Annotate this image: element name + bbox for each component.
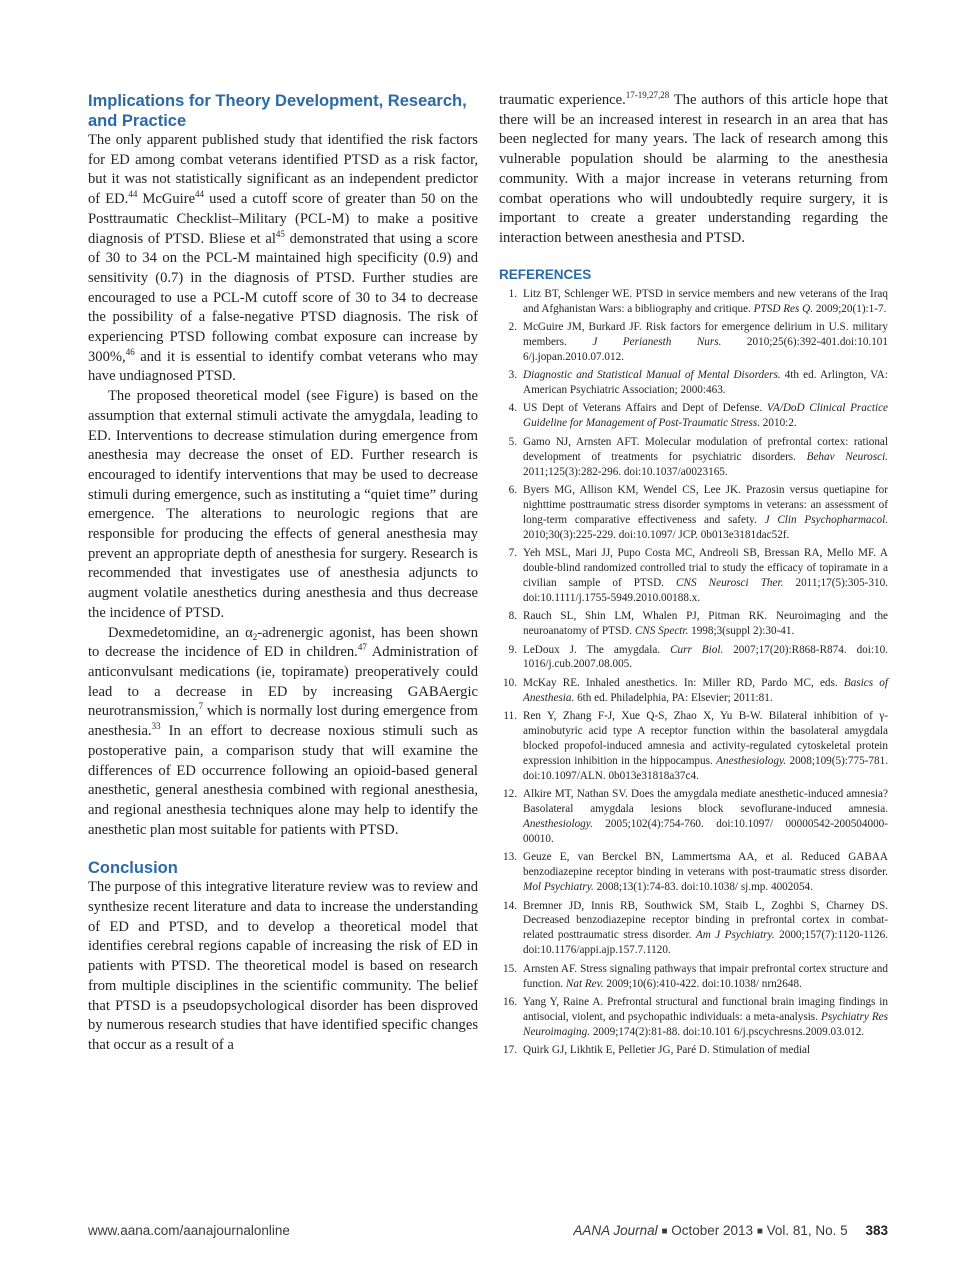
text-run: and it is essential to identify combat veterans who may have undiagnosed PTSD. <box>88 348 478 385</box>
footer-issue: October 2013 <box>671 1223 754 1238</box>
reference-item <box>499 787 888 847</box>
reference-text: Alkire MT, Nathan SV. Does the amygdala mediate anesthetic-induced amnesia? Basolateral amygdala lesions block sevoflurane-induced amnesia. <box>523 788 888 816</box>
reference-details: 2007;17(20):R868-R874. doi:10. 1016/j.cub.2007.08.005. <box>523 643 888 671</box>
paragraph-conclusion: The purpose of this integrative literature review was to review and synthesize recent literature and data to increase the understanding of ED and PTSD, and to develop a theoretical model that identifies cerebral regions capable of increasing the risk of ED in patients with PTSD. The theoretical model is based on research from multiple disciplines in the scientific community. The belief that PTSD is a pseudopsychological disorder has been disproved by numerous research studies that have identified specific changes that occur as a result of a <box>88 879 478 1053</box>
reference-source: CNS Spectr. <box>634 625 689 638</box>
text-run: Dexmedetomidine, an α <box>108 624 253 641</box>
reference-number: 14. <box>503 899 517 912</box>
paragraph-conclusion-continued <box>499 91 888 249</box>
reference-text: LeDoux J. The amygdala. <box>523 643 671 656</box>
citation-superscript: 47 <box>357 642 367 653</box>
reference-text: Geuze E, van Berckel BN, Lammertsma AA, et al. Reduced GABAA benzodiazepine receptor binding in veterans with post-traumatic stress disorder. <box>523 851 888 879</box>
reference-source: Anesthesiology. <box>523 818 593 831</box>
reference-item <box>499 850 888 895</box>
text-run: traumatic experience. <box>499 92 626 108</box>
reference-details: 2009;10(6):410-422. doi:10.1038/ nrn2648. <box>603 977 802 990</box>
section-heading-conclusion: Conclusion <box>88 859 178 878</box>
reference-item <box>499 709 888 784</box>
reference-text: Litz BT, Schlenger WE. PTSD in service members and new veterans of the Iraq and Afghanistan Wars: a bibliography and critique. <box>523 287 888 315</box>
footer-journal: AANA Journal <box>573 1223 658 1238</box>
reference-details: 2000;157(7):1120-1126. doi:10.1176/appi.ajp.157.7.1120. <box>523 929 889 957</box>
citation-superscript: 17-19,27,28 <box>625 90 670 100</box>
reference-number: 13. <box>503 851 517 864</box>
paragraph-dexmedetomidine <box>88 624 478 841</box>
reference-number: 9. <box>508 643 517 656</box>
reference-details: 4th ed. Arlington, VA: American Psychiatric Association; 2000:463. <box>523 369 888 397</box>
reference-item <box>499 368 888 398</box>
reference-number: 2. <box>508 320 517 333</box>
reference-text: US Dept of Veterans Affairs and Dept of Defense. <box>523 402 767 415</box>
reference-text: Yang Y, Raine A. Prefrontal structural and functional brain imaging findings in antisocial, violent, and psychopathic individuals: a meta-analysis. <box>523 996 888 1023</box>
reference-number: 15. <box>503 962 517 975</box>
reference-number: 1. <box>508 287 517 300</box>
citation-superscript: 7 <box>198 701 204 712</box>
reference-details: 2008;13(1):74-83. doi:10.1038/ sj.mp. 4002054. <box>593 881 813 894</box>
reference-item <box>499 401 888 431</box>
reference-item <box>499 609 888 639</box>
text-run: The authors of this article hope that there will be an increased interest in research in an area that has been neglected for many years. The lack of research among this vulnerable population should be alarming to the anesthesia community. With a major increase in veterans returning from combat operations who will undoubtedly require surgery, it is important to create a greater understanding regarding the interaction between anesthesia and PTSD. <box>499 92 888 246</box>
reference-item <box>499 995 888 1040</box>
reference-source: Nat Rev. <box>565 977 604 990</box>
reference-item <box>499 546 888 606</box>
reference-details: 6th ed. Philadelphia, PA: Elsevier; 2011:81. <box>574 691 773 704</box>
reference-source: Psychiatry Res Neuroimaging. <box>523 1010 889 1038</box>
reference-number: 16. <box>503 996 517 1008</box>
reference-details: 2009;174(2):81-88. doi:10.101 6/j.pscychresns.2009.03.012. <box>590 1025 865 1038</box>
references-list <box>499 287 888 1059</box>
reference-item <box>499 962 888 992</box>
reference-number: 12. <box>503 788 517 801</box>
text-run: McGuire <box>137 191 196 208</box>
reference-details: 2010;30(3):225-229. doi:10.1097/ JCP. 0b013e3181dac52f. <box>523 528 790 541</box>
reference-item <box>499 1043 888 1058</box>
reference-item <box>499 483 888 543</box>
reference-number: 17. <box>503 1044 517 1057</box>
reference-source: VA/DoD Clinical Practice Guideline for Management of Post-Traumatic Stress. <box>523 402 888 430</box>
citation-superscript: 44 <box>128 189 138 200</box>
reference-text: Yeh MSL, Mari JJ, Pupo Costa MC, Andreoli SB, Bressan RA, Mello MF. A double-blind randomized controlled trial to study the efficacy of topiramate in a civilian sample of PTSD. <box>523 547 888 589</box>
reference-text: Bremner JD, Innis RB, Southwick SM, Staib L, Zoghbi S, Charney DS. Decreased benzodiazepine receptor binding in prefrontal cortex in combat-related posttraumatic stress disorder. <box>523 899 888 942</box>
reference-details: 2010:2. <box>760 417 797 430</box>
text-run: Administration of anticonvulsant medications (ie, topiramate) preoperatively could lead to a decrease in ED by increasing GABAergic neurotransmission, <box>88 644 478 720</box>
text-run: The only apparent published study that identified the risk factors for ED among combat veterans identified PTSD as a risk factor, but it was not statistically significant as an independent predictor of ED. <box>88 132 478 208</box>
citation-superscript: 44 <box>195 189 205 200</box>
text-run: -adrenergic agonist, has been shown to decrease the incidence of ED in children. <box>88 624 478 661</box>
citation-superscript: 33 <box>151 721 161 732</box>
reference-text: Arnsten AF. Stress signaling pathways that impair prefrontal cortex structure and function. <box>523 962 888 990</box>
reference-source: CNS Neurosci Ther. <box>676 576 784 589</box>
subscript: 2 <box>252 631 258 642</box>
reference-item <box>499 899 888 959</box>
reference-item <box>499 287 888 317</box>
reference-details: 2009;20(1):1-7. <box>813 302 887 315</box>
text-run: which is normally lost during emergence from anesthesia. <box>88 703 478 740</box>
reference-source: Curr Biol. <box>670 643 724 656</box>
right-column <box>499 91 888 1062</box>
reference-source: J Clin Psychopharmacol. <box>764 513 888 526</box>
reference-text: Ren Y, Zhang F-J, Xue Q-S, Zhao X, Yu B-W. Bilateral inhibition of γ-aminobutyric acid type A receptor function within the basolateral amygdala blocked propofol-induced amnesia and activity-regulated cytoskeletal protein expression inhibition in the hippocampus. <box>523 710 888 767</box>
reference-details: 2008;109(5):775-781. doi:10.1097/ALN. 0b013e31818a37c4. <box>523 754 888 782</box>
reference-item <box>499 643 888 673</box>
reference-item <box>499 676 888 706</box>
reference-source: Am J Psychiatry. <box>695 929 775 942</box>
footer-separator: ■ <box>661 1226 668 1237</box>
reference-number: 11. <box>503 710 517 723</box>
reference-text: Rauch SL, Shin LM, Whalen PJ, Pitman RK. Neuroimaging and the neuroanatomy of PTSD. <box>523 610 888 638</box>
reference-item <box>499 435 888 480</box>
reference-source: Anesthesiology. <box>716 754 787 767</box>
left-column <box>88 91 478 1056</box>
footer-separator: ■ <box>756 1226 763 1237</box>
reference-source: J Perianesth Nurs. <box>592 335 722 348</box>
reference-number: 5. <box>508 435 517 448</box>
page-number: 383 <box>865 1223 888 1238</box>
paragraph-theoretical-model: The proposed theoretical model (see Figure) is based on the assumption that external stimuli activate the amygdala, leading to ED. Interventions to decrease stimulation during emergence from anesthesia may decrease the onset of ED. Further research is encouraged to identify interventions that may be used to decrease stimuli during emergence, such as instituting a “quiet time” during emergence. The alterations to neurologic regions that are responsible for producing the effects of general anesthesia may prevent an appropriate depth of anesthesia for surgery. Research is recommended that investigates use of anesthesia adjuncts to augment volatile anesthetics during anesthesia and thus decrease the incidence of PTSD. <box>88 388 478 621</box>
reference-text: Gamo NJ, Arnsten AFT. Molecular modulation of prefrontal cortex: rational development of treatments for psychiatric disorders. <box>523 435 888 463</box>
reference-source: Diagnostic and Statistical Manual of Mental Disorders. <box>523 369 781 382</box>
text-run: demonstrated that using a score of 30 to 34 on the PCL-M maintained high specificity (0.9) and sensitivity (0.7) in the diagnosis of PTSD. Further studies are encouraged to use a PCL-M cutoff score of 30 to 34 to decrease the possibility of a false-negative PTSD diagnosis. The risk of experiencing PTSD following combat exposure can increase by 300%, <box>88 230 478 365</box>
reference-source: PTSD Res Q. <box>753 302 814 315</box>
reference-number: 7. <box>508 547 517 560</box>
section-heading-implications: Implications for Theory Development, Research, and Practice <box>88 92 467 130</box>
footer-volume: Vol. 81, No. 5 <box>766 1223 848 1238</box>
footer-citation <box>573 1223 888 1238</box>
reference-source: Behav Neurosci. <box>806 450 889 463</box>
reference-text: Byers MG, Allison KM, Wendel CS, Lee JK. Prazosin versus quetiapine for nighttime posttraumatic stress disorder symptoms in veterans: an assessment of long-term comparative effectiveness and safety. <box>523 484 888 526</box>
reference-number: 10. <box>503 676 517 689</box>
reference-details: 2011;17(5):305-310. doi:10.1111/j.1755-5949.2010.00188.x. <box>523 576 888 604</box>
footer-url[interactable]: www.aana.com/aanajournalonline <box>88 1223 290 1238</box>
text-run: used a cutoff score of greater than 50 on the Posttraumatic Checklist–Military (PCL-M) to make a positive diagnosis of PTSD. Bliese et al <box>88 191 478 247</box>
text-run: In an effort to decrease noxious stimuli such as postoperative pain, a comparison study that will examine the differences of ED occurrence following an opioid-based general anesthetic, general anesthesia combined with regional anesthesia, and regional anesthesia techniques alone may help to identify the anesthetic plan most suitable for patients with PTSD. <box>88 723 478 838</box>
reference-details: 2005;102(4):754-760. doi:10.1097/ 00000542-200504000-00010. <box>523 818 888 845</box>
reference-text: Quirk GJ, Likhtik E, Pelletier JG, Paré D. Stimulation of medial <box>523 1044 811 1057</box>
citation-superscript: 46 <box>125 346 135 357</box>
reference-item <box>499 320 888 365</box>
reference-details: 2011;125(3):282-296. doi:10.1037/a0023165. <box>523 465 728 478</box>
citation-superscript: 45 <box>275 228 285 239</box>
reference-number: 3. <box>508 369 517 382</box>
reference-source: Mol Psychiatry. <box>523 881 594 894</box>
reference-details: 2010;25(6):392-401.doi:10.101 6/j.jopan.2010.07.012. <box>523 335 888 363</box>
reference-number: 8. <box>508 610 517 623</box>
reference-source: Basics of Anesthesia. <box>523 676 888 704</box>
reference-number: 6. <box>508 484 517 496</box>
reference-details: 1998;3(suppl 2):30-41. <box>688 625 795 638</box>
references-heading: REFERENCES <box>499 266 592 282</box>
paragraph-risk-factors <box>88 131 478 387</box>
reference-text: McKay RE. Inhaled anesthetics. In: Miller RD, Pardo MC, eds. <box>523 676 844 689</box>
reference-text: McGuire JM, Burkard JF. Risk factors for emergence delirium in U.S. military members. <box>523 320 888 348</box>
reference-number: 4. <box>508 402 517 415</box>
